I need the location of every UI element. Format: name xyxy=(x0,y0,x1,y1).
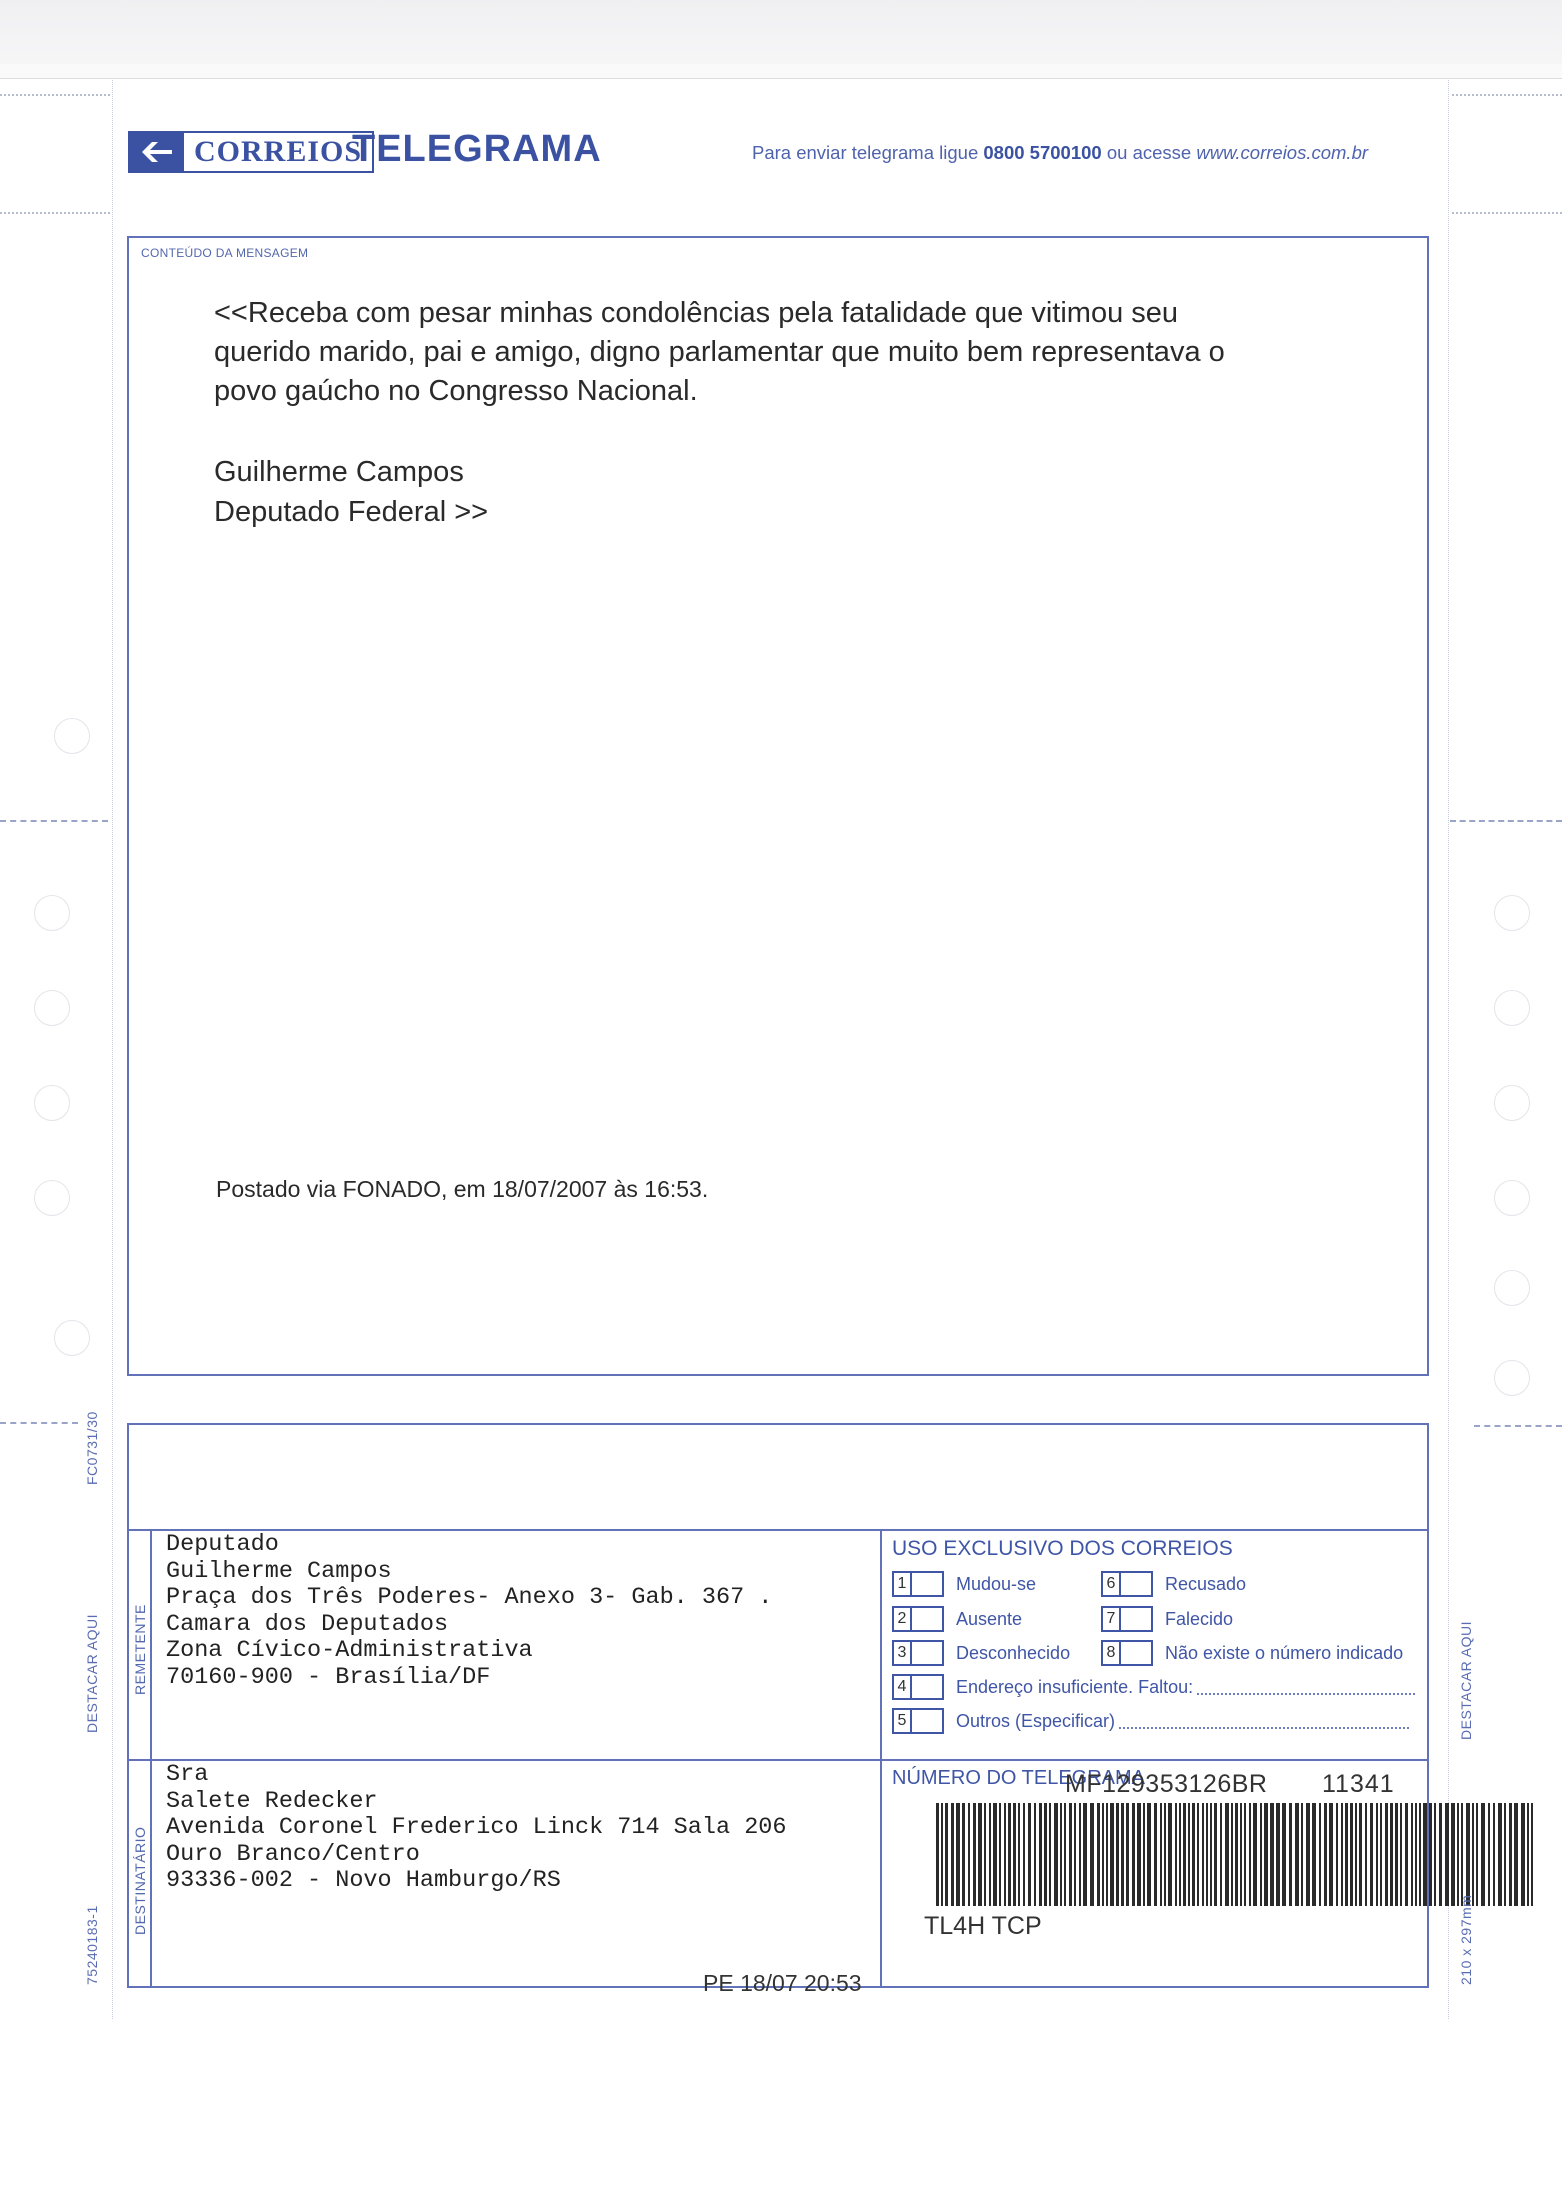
option-number: 3 xyxy=(892,1640,912,1666)
option-outros[interactable] xyxy=(892,1708,1409,1734)
address-box xyxy=(127,1423,1429,1996)
delivery-stamp: PE 18/07 20:53 xyxy=(703,1970,862,1996)
website-link[interactable]: www.correios.com.br xyxy=(1196,142,1369,163)
correios-arrows-icon xyxy=(128,131,184,173)
option-checkbox[interactable] xyxy=(912,1606,944,1632)
tractor-hole xyxy=(1494,1360,1530,1396)
serial-number: 75240183-1 xyxy=(84,1905,100,1985)
option-number: 8 xyxy=(1101,1640,1121,1666)
tractor-hole xyxy=(1494,1270,1530,1306)
message-signature: Guilherme Campos Deputado Federal >> xyxy=(214,456,489,528)
option-checkbox[interactable] xyxy=(1121,1571,1153,1597)
option-number: 2 xyxy=(892,1606,912,1632)
option-label: Desconhecido xyxy=(956,1642,1071,1663)
option-checkbox[interactable] xyxy=(912,1571,944,1597)
detach-right-label: DESTACAR AQUI xyxy=(1458,1620,1474,1740)
telegram-number: MF129353126BR xyxy=(1065,1770,1268,1798)
option-recusado[interactable] xyxy=(1101,1571,1246,1597)
option-desconhecido[interactable] xyxy=(892,1640,1070,1666)
recipient-address: Sra Salete Redecker Avenida Coronel Frederico Linck 714 Sala 206 Ouro Branco/Centro 93336-002 - Novo Hamburgo/RS xyxy=(166,1761,787,1894)
note-mid: ou acesse xyxy=(1101,142,1197,163)
telegram-number-label: NÚMERO DO TELEGRAMA xyxy=(892,1767,1145,1789)
fill-line xyxy=(1119,1713,1409,1729)
option-number: 6 xyxy=(1101,1571,1121,1597)
paper-fold-edge xyxy=(0,64,1562,79)
option-checkbox[interactable] xyxy=(912,1708,944,1734)
tractor-hole xyxy=(54,718,90,754)
sender-label: REMETENTE xyxy=(132,1604,148,1695)
perforation-right xyxy=(1448,80,1449,2019)
logo-wordmark: CORREIOS xyxy=(184,131,374,173)
tear-line xyxy=(1450,820,1562,822)
message-label: CONTEÚDO DA MENSAGEM xyxy=(141,246,309,260)
perforation-left xyxy=(112,80,113,2019)
tear-line xyxy=(0,820,108,822)
message-box xyxy=(127,236,1429,1376)
option-number: 7 xyxy=(1101,1606,1121,1632)
tear-line xyxy=(1474,1425,1562,1427)
divider xyxy=(129,1529,1427,1531)
option-falecido[interactable] xyxy=(1101,1606,1233,1632)
barcode xyxy=(936,1803,1536,1906)
telegram-code: 11341 xyxy=(1322,1770,1395,1798)
tractor-hole xyxy=(34,1180,70,1216)
tractor-hole xyxy=(34,990,70,1026)
tractor-hole xyxy=(1494,895,1530,931)
option-label: Falecido xyxy=(1165,1608,1234,1629)
tractor-hole xyxy=(1494,1180,1530,1216)
column-divider xyxy=(880,1529,882,1986)
option-number: 5 xyxy=(892,1708,912,1734)
option-label: Mudou-se xyxy=(956,1573,1037,1594)
phone-number: 0800 5700100 xyxy=(983,142,1102,163)
tl-code: TL4H TCP xyxy=(924,1912,1042,1940)
fill-line xyxy=(1197,1679,1415,1695)
form-code: FC0731/30 xyxy=(84,1411,100,1485)
option-checkbox[interactable] xyxy=(1121,1640,1153,1666)
detach-left-label: DESTACAR AQUI xyxy=(84,1613,100,1733)
document-title: TELEGRAMA xyxy=(352,128,602,170)
label-column-divider xyxy=(150,1529,152,1986)
recipient-label: DESTINATÁRIO xyxy=(132,1826,148,1935)
option-checkbox[interactable] xyxy=(912,1640,944,1666)
option-label: Endereço insuficiente. Faltou: xyxy=(956,1676,1194,1697)
correios-use-title: USO EXCLUSIVO DOS CORREIOS xyxy=(892,1537,1233,1560)
tractor-hole xyxy=(1494,1085,1530,1121)
option-number: 4 xyxy=(892,1674,912,1700)
sender-address: Deputado Guilherme Campos Praça dos Três Poderes- Anexo 3- Gab. 367 . Camara dos Deputados Zona Cívico-Administrativa 70160-900 - Brasília/DF xyxy=(166,1531,773,1691)
option-ausente[interactable] xyxy=(892,1606,1022,1632)
divider xyxy=(129,1759,1427,1761)
option-checkbox[interactable] xyxy=(1121,1606,1153,1632)
option-label: Outros (Especificar) xyxy=(956,1710,1116,1731)
option-label: Ausente xyxy=(956,1608,1023,1629)
tear-line xyxy=(0,1422,78,1424)
header-contact-note xyxy=(752,142,1368,164)
option-endereco-insuficiente[interactable] xyxy=(892,1674,1415,1700)
option-checkbox[interactable] xyxy=(912,1674,944,1700)
option-nao-existe-numero[interactable] xyxy=(1101,1640,1403,1666)
paper-size: 210 x 297mm xyxy=(1458,1894,1474,1985)
dotted-guide xyxy=(1452,212,1562,214)
dotted-guide xyxy=(1452,94,1562,96)
option-mudou-se[interactable] xyxy=(892,1571,1036,1597)
option-number: 1 xyxy=(892,1571,912,1597)
tractor-hole xyxy=(54,1320,90,1356)
note-prefix: Para enviar telegrama ligue xyxy=(752,142,984,163)
tractor-hole xyxy=(34,1085,70,1121)
message-body: <<Receba com pesar minhas condolências pela fatalidade que vitimou seu querido marido, pai e amigo, digno parlamentar que muito bem representava o povo gaúcho no Congresso Nacional. xyxy=(214,297,1225,407)
dotted-guide xyxy=(0,212,110,214)
tractor-hole xyxy=(34,895,70,931)
option-label: Recusado xyxy=(1165,1573,1247,1594)
option-label: Não existe o número indicado xyxy=(1165,1642,1404,1663)
tractor-hole xyxy=(1494,990,1530,1026)
posted-note: Postado via FONADO, em 18/07/2007 às 16:53. xyxy=(216,1176,709,1202)
dotted-guide xyxy=(0,94,110,96)
correios-logo xyxy=(128,131,374,173)
